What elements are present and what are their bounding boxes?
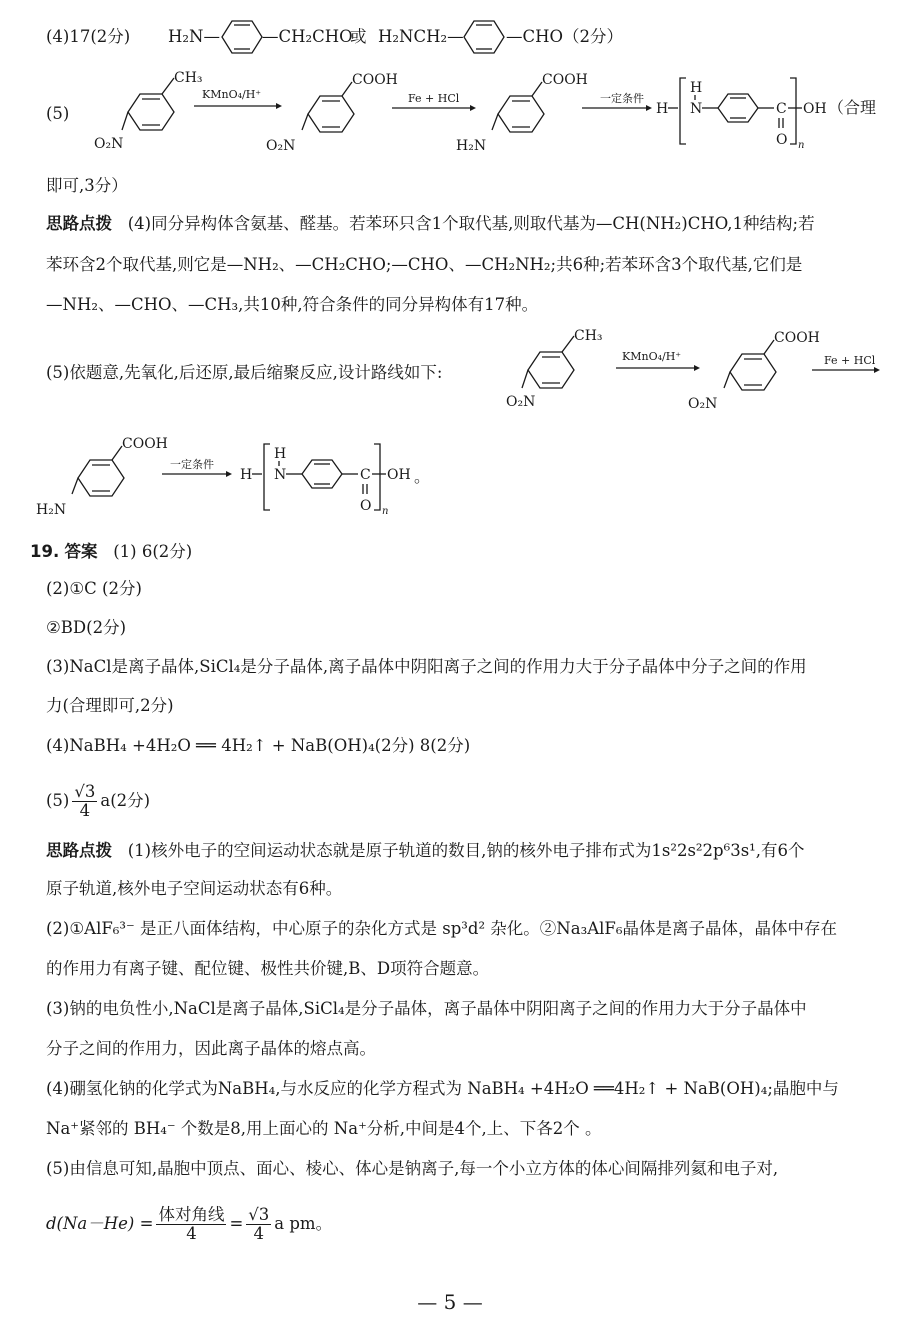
svg-text:COOH: COOH bbox=[774, 330, 820, 346]
svg-text:KMnO₄/H⁺: KMnO₄/H⁺ bbox=[622, 350, 682, 363]
arrow-condition-2 bbox=[162, 457, 232, 477]
svg-text:COOH: COOH bbox=[352, 72, 398, 88]
q19-a3b: 力(合理即可,2分) bbox=[46, 696, 174, 715]
hint19-p1: (1)核外电子的空间运动状态就是原子轨道的数目,钠的核外电子排布式为1s²2s²2p⁶3s¹,有6个 bbox=[127, 841, 805, 860]
page-number: — 5 — bbox=[417, 1290, 483, 1314]
hint18-p3: —NH₂、—CHO、—CH₃,共10种,符合条件的同分异构体有17种。 bbox=[46, 295, 539, 314]
p-nitrobenzoic-acid bbox=[266, 72, 398, 154]
q19-number: 19. bbox=[30, 542, 60, 561]
hint18-title: 思路点拨 bbox=[46, 214, 112, 233]
polyamide-polymer bbox=[656, 78, 876, 151]
hint19-line1 bbox=[46, 840, 805, 862]
svg-text:OH: OH bbox=[803, 101, 827, 117]
hint18-p2: 苯环含2个取代基,则它是—NH₂、—CH₂CHO;—CHO、—CH₂NH₂;共6种;若苯环含3个取代基,它们是 bbox=[46, 255, 803, 274]
synthesis-route-hint-part1 bbox=[490, 326, 890, 418]
q19-answer-title: 答案 bbox=[64, 542, 98, 561]
svg-text:OH: OH bbox=[387, 467, 411, 483]
arrow-condition bbox=[582, 91, 652, 111]
hint19-p10-denominator1: 4 bbox=[186, 1224, 197, 1243]
svg-text:O₂N: O₂N bbox=[94, 136, 124, 152]
svg-text:Fe + HCl: Fe + HCl bbox=[408, 92, 460, 105]
hint19-p10-fraction1 bbox=[156, 1206, 226, 1243]
svg-text:N: N bbox=[274, 467, 287, 483]
hint19-p7: (4)硼氢化钠的化学式为NaBH₄,与水反应的化学方程式为 NaBH₄ +4H₂O ══4H₂↑ + NaB(OH)₄;晶胞中与 bbox=[46, 1079, 839, 1098]
hint19-p10-equals: = bbox=[229, 1214, 244, 1233]
q19-a1: (1) 6(2分) bbox=[113, 542, 193, 561]
hint19-p10-numerator2: √3 bbox=[248, 1205, 270, 1224]
hint19-p10-suffix: a pm。 bbox=[274, 1214, 333, 1233]
svg-text:（合理: （合理 bbox=[828, 98, 877, 117]
svg-text:O₂N: O₂N bbox=[688, 396, 718, 412]
q19-a4: (4)NaBH₄ +4H₂O ══ 4H₂↑ + NaB(OH)₄(2分) 8(2分) bbox=[46, 736, 471, 755]
svg-text:H: H bbox=[240, 467, 253, 483]
hint19-p6: 分子之间的作用力，因此离子晶体的熔点高。 bbox=[46, 1039, 376, 1058]
svg-text:COOH: COOH bbox=[542, 72, 588, 88]
q18-part5-label: (5) bbox=[46, 104, 70, 123]
svg-text:CH₃: CH₃ bbox=[574, 328, 603, 344]
q18-part4-formula2-right: —CHO（2分） bbox=[506, 27, 624, 46]
hint19-p8: Na⁺紧邻的 BH₄⁻ 个数是8,用上面心的 Na⁺分析,中间是4个,上、下各2个 。 bbox=[46, 1119, 602, 1138]
q19-a2a: (2)①C (2分) bbox=[46, 579, 142, 598]
svg-text:H: H bbox=[690, 80, 703, 96]
svg-text:。: 。 bbox=[414, 467, 431, 486]
q19-a5-suffix: a(2分) bbox=[100, 791, 151, 810]
q18-part4-label: (4)17(2分) bbox=[46, 27, 131, 46]
q18-part5-score: 即可,3分） bbox=[46, 176, 128, 195]
q18-part4-answer bbox=[46, 26, 130, 48]
q18-part4-formula1-left: H₂N— bbox=[168, 27, 220, 46]
hint19-p3: (2)①AlF₆³⁻ 是正八面体结构，中心原子的杂化方式是 sp³d² 杂化。②Na₃AlF₆晶体是离子晶体，晶体中存在 bbox=[46, 919, 837, 938]
svg-text:O: O bbox=[360, 498, 372, 514]
arrow-kmno4-2 bbox=[616, 350, 700, 371]
q18-part4-or: 或 bbox=[350, 27, 367, 46]
hint19-p9: (5)由信息可知,晶胞中顶点、面心、棱心、体心是钠离子,每一个小立方体的体心间隔排列氦和电子对, bbox=[46, 1159, 779, 1178]
synthesis-route-hint-part2 bbox=[30, 432, 470, 524]
svg-text:Fe + HCl: Fe + HCl bbox=[824, 354, 876, 367]
svg-text:一定条件: 一定条件 bbox=[600, 92, 644, 105]
q19-a3a: (3)NaCl是离子晶体,SiCl₄是分子晶体,离子晶体中阴阳离子之间的作用力大于分子晶体中分子之间的作用 bbox=[46, 657, 807, 676]
svg-text:O₂N: O₂N bbox=[506, 394, 536, 410]
svg-text:n: n bbox=[798, 140, 805, 151]
hint19-p10 bbox=[46, 1206, 332, 1243]
svg-text:H₂N: H₂N bbox=[456, 138, 487, 154]
q18-part4-formula2-left: H₂NCH₂— bbox=[378, 27, 464, 46]
arrow-kmno4 bbox=[194, 88, 282, 109]
synthesis-route-answer bbox=[90, 68, 890, 160]
hint19-p10-denominator2: 4 bbox=[253, 1224, 265, 1243]
p-nitrotoluene-2 bbox=[506, 328, 603, 410]
hint19-p5: (3)钠的电负性小,NaCl是离子晶体,SiCl₄是分子晶体，离子晶体中阴阳离子之间的作用力大于分子晶体中 bbox=[46, 999, 807, 1018]
svg-text:H: H bbox=[656, 101, 669, 117]
hint19-title: 思路点拨 bbox=[46, 841, 112, 860]
svg-text:CH₃: CH₃ bbox=[174, 70, 203, 86]
p-aminobenzoic-acid-2 bbox=[36, 436, 168, 518]
svg-text:n: n bbox=[382, 506, 389, 517]
svg-text:O: O bbox=[776, 132, 788, 148]
svg-text:N: N bbox=[690, 101, 703, 117]
hint19-p2: 原子轨道,核外电子空间运动状态有6种。 bbox=[46, 879, 343, 898]
hint19-p4: 的作用力有离子键、配位键、极性共价键,B、D项符合题意。 bbox=[46, 959, 490, 978]
svg-text:H₂N: H₂N bbox=[36, 502, 67, 518]
arrow-fe-hcl bbox=[392, 92, 476, 111]
q19-a5-numerator: √3 bbox=[74, 782, 96, 801]
svg-text:一定条件: 一定条件 bbox=[170, 458, 214, 471]
p-nitrobenzoic-acid-2 bbox=[688, 330, 820, 412]
svg-text:O₂N: O₂N bbox=[266, 138, 296, 154]
q19-a5-prefix: (5) bbox=[46, 791, 70, 810]
svg-text:KMnO₄/H⁺: KMnO₄/H⁺ bbox=[202, 88, 262, 101]
p-aminobenzoic-acid bbox=[456, 72, 588, 154]
svg-text:H: H bbox=[274, 446, 287, 462]
hint18-p1: (4)同分异构体含氨基、醛基。若苯环只含1个取代基,则取代基为—CH(NH₂)CHO,1种结构;若 bbox=[127, 214, 815, 233]
q19-a5-denominator: 4 bbox=[79, 801, 91, 820]
svg-text:C: C bbox=[360, 467, 371, 483]
q19-a2b: ②BD(2分) bbox=[46, 618, 127, 637]
p-nitrotoluene bbox=[94, 70, 203, 152]
q18-part4-formula1-right: —CH₂CHO bbox=[262, 27, 353, 46]
hint19-p10-numerator1: 体对角线 bbox=[158, 1205, 225, 1224]
q19-a5 bbox=[46, 783, 150, 820]
svg-text:C: C bbox=[776, 101, 787, 117]
hint18-p4: (5)依题意,先氧化,后还原,最后缩聚反应,设计路线如下: bbox=[46, 363, 443, 382]
hint19-p10-prefix: d(Na－He) = bbox=[46, 1214, 154, 1233]
q19-a5-fraction bbox=[72, 783, 97, 820]
hint19-p10-fraction2 bbox=[246, 1206, 271, 1243]
svg-text:COOH: COOH bbox=[122, 436, 168, 452]
q19-header bbox=[30, 541, 192, 563]
benzene-ring-2 bbox=[456, 17, 512, 57]
polyamide-polymer-2 bbox=[240, 444, 430, 517]
hint18-line1 bbox=[46, 213, 815, 235]
arrow-fe-hcl-2 bbox=[812, 354, 880, 373]
